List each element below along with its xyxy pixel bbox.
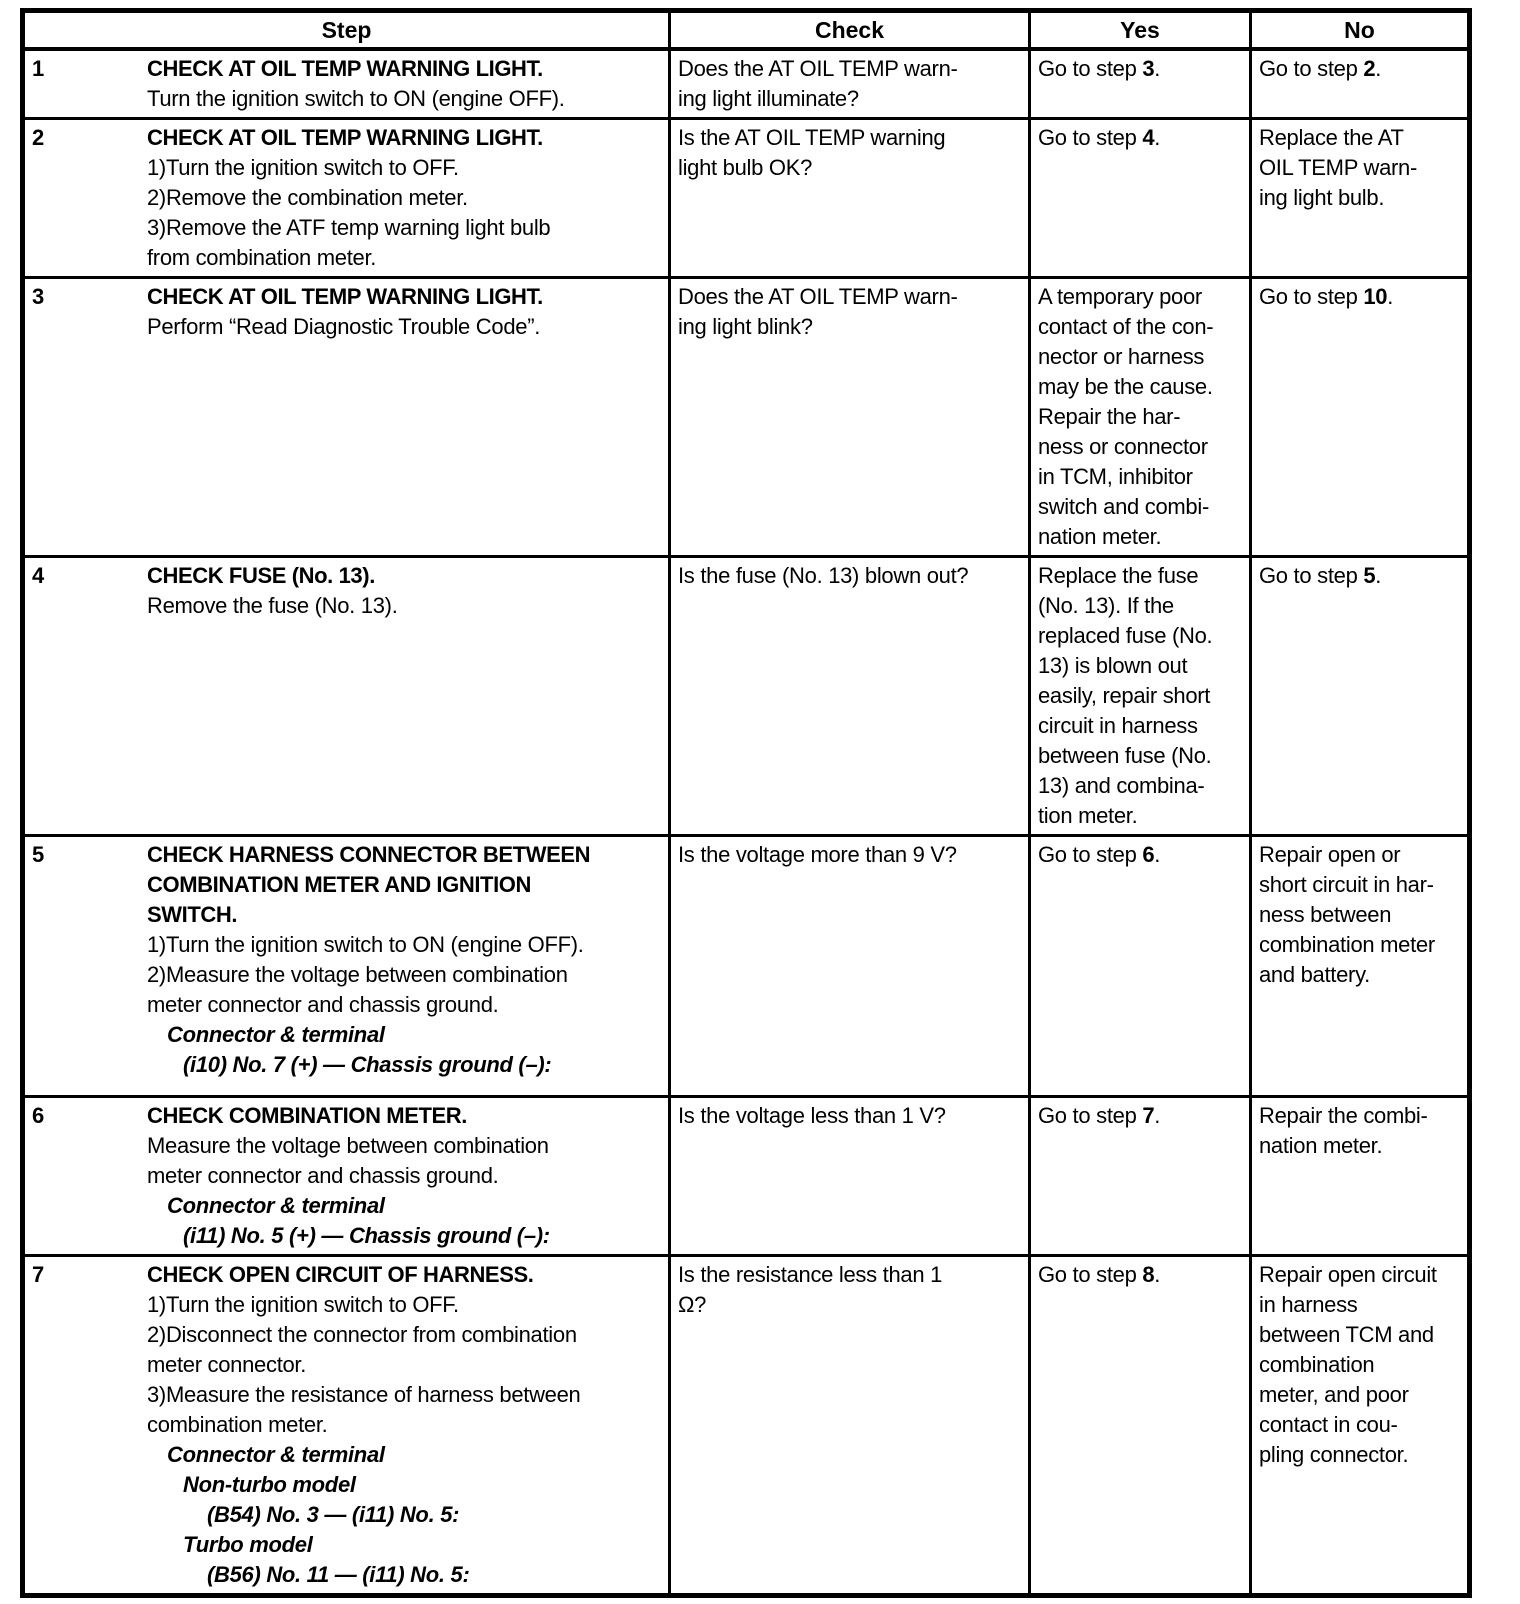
no-line: Go to step 10. — [1259, 284, 1394, 309]
step-line: 1)Turn the ignition switch to OFF. — [147, 1292, 459, 1317]
no-line: pling connector. — [1259, 1442, 1409, 1467]
check-line: Is the voltage more than 9 V? — [678, 842, 957, 867]
no-line: ness between — [1259, 902, 1392, 927]
check-line: Ω? — [678, 1292, 707, 1317]
no-line: Repair the combi- — [1259, 1103, 1428, 1128]
yes-cell — [1030, 119, 1251, 278]
step-line: 3)Measure the resistance of harness between — [147, 1382, 581, 1407]
table-row — [23, 836, 1470, 1097]
step-line: CHECK AT OIL TEMP WARNING LIGHT. — [147, 125, 543, 150]
check-line: Does the AT OIL TEMP warn- — [678, 55, 958, 81]
yes-cell — [1030, 278, 1251, 557]
col-header-yes: Yes — [1030, 11, 1251, 49]
check-cell — [670, 836, 1030, 1097]
check-line: Does the AT OIL TEMP warn- — [678, 284, 958, 309]
no-line: combination meter — [1259, 932, 1435, 957]
yes-line: Go to step 4. — [1038, 125, 1161, 150]
no-line: and battery. — [1259, 962, 1370, 987]
check-line: light bulb OK? — [678, 155, 812, 180]
check-line: ing light illuminate? — [678, 85, 859, 111]
no-line: in harness — [1259, 1292, 1358, 1317]
no-cell — [1251, 557, 1470, 836]
yes-line: Repair the har- — [1038, 404, 1181, 429]
check-line: Is the voltage less than 1 V? — [678, 1103, 946, 1128]
step-number: 5 — [32, 842, 44, 867]
table-row — [23, 278, 1470, 557]
step-line: Connector & terminal — [167, 1193, 385, 1218]
no-cell — [1251, 1256, 1470, 1596]
step-number: 3 — [32, 284, 44, 309]
check-cell — [670, 557, 1030, 836]
yes-line: nation meter. — [1038, 524, 1162, 549]
step-number: 1 — [32, 55, 44, 81]
no-line: between TCM and — [1259, 1322, 1434, 1347]
step-line: CHECK FUSE (No. 13). — [147, 563, 375, 588]
step-line: CHECK COMBINATION METER. — [147, 1103, 467, 1128]
check-line: Is the resistance less than 1 — [678, 1262, 943, 1287]
step-cell — [23, 1256, 670, 1596]
check-cell — [670, 1097, 1030, 1256]
yes-line: (No. 13). If the — [1038, 593, 1174, 618]
no-line: Repair open circuit — [1259, 1262, 1437, 1287]
step-line: Connector & terminal — [167, 1442, 385, 1467]
no-cell — [1251, 119, 1470, 278]
step-number: 2 — [32, 125, 44, 150]
table-row — [23, 1256, 1470, 1596]
yes-line: Replace the fuse — [1038, 563, 1199, 588]
step-line: Connector & terminal — [167, 1022, 385, 1047]
step-cell — [23, 119, 670, 278]
yes-line: replaced fuse (No. — [1038, 623, 1213, 648]
check-line: Is the AT OIL TEMP warning — [678, 125, 946, 150]
no-line: meter, and poor — [1259, 1382, 1409, 1407]
check-line: ing light blink? — [678, 314, 813, 339]
step-line: 3)Remove the ATF temp warning light bulb — [147, 215, 551, 240]
table-body — [23, 49, 1470, 1596]
no-line: contact in cou- — [1259, 1412, 1398, 1437]
yes-line: A temporary poor — [1038, 284, 1202, 309]
step-line: combination meter. — [147, 1412, 328, 1437]
yes-line: Go to step 7. — [1038, 1103, 1161, 1128]
step-line: Perform “Read Diagnostic Trouble Code”. — [147, 314, 541, 339]
yes-line: in TCM, inhibitor — [1038, 464, 1193, 489]
yes-cell — [1030, 557, 1251, 836]
check-cell — [670, 278, 1030, 557]
yes-line: nector or harness — [1038, 344, 1205, 369]
step-line: COMBINATION METER AND IGNITION — [147, 872, 531, 897]
check-line: Is the fuse (No. 13) blown out? — [678, 563, 969, 588]
step-line: CHECK AT OIL TEMP WARNING LIGHT. — [147, 284, 543, 309]
header-row — [23, 11, 1470, 49]
step-line: from combination meter. — [147, 245, 377, 270]
step-line: Measure the voltage between combination — [147, 1133, 549, 1158]
step-number: 6 — [32, 1103, 44, 1128]
yes-cell — [1030, 836, 1251, 1097]
step-line: Turbo model — [183, 1532, 313, 1557]
table-header — [23, 11, 1470, 49]
no-line: combination — [1259, 1352, 1375, 1377]
no-line: Go to step 5. — [1259, 563, 1382, 588]
table-row — [23, 1097, 1470, 1256]
step-line: Non-turbo model — [183, 1472, 356, 1497]
step-number: 4 — [32, 563, 44, 588]
yes-line: ness or connector — [1038, 434, 1208, 459]
no-cell — [1251, 278, 1470, 557]
check-cell — [670, 1256, 1030, 1596]
no-line: Replace the AT — [1259, 125, 1404, 150]
step-cell — [23, 49, 670, 119]
table-row — [23, 557, 1470, 836]
table-row — [23, 119, 1470, 278]
no-line: Repair open or — [1259, 842, 1401, 867]
check-cell — [670, 49, 1030, 119]
col-header-step: Step — [23, 11, 670, 49]
step-line: (i10) No. 7 (+) — Chassis ground (–): — [183, 1052, 552, 1077]
step-line: meter connector and chassis ground. — [147, 1163, 499, 1188]
step-line: 2)Disconnect the connector from combination — [147, 1322, 577, 1347]
step-line: (B56) No. 11 — (i11) No. 5: — [207, 1562, 470, 1587]
no-line: nation meter. — [1259, 1133, 1383, 1158]
yes-line: contact of the con- — [1038, 314, 1214, 339]
step-line: 2)Measure the voltage between combination — [147, 962, 568, 987]
step-line: meter connector and chassis ground. — [147, 992, 499, 1017]
step-line: 1)Turn the ignition switch to OFF. — [147, 155, 459, 180]
yes-line: 13) is blown out — [1038, 653, 1188, 678]
no-cell — [1251, 49, 1470, 119]
step-cell — [23, 1097, 670, 1256]
step-line: Turn the ignition switch to ON (engine OFF). — [147, 85, 565, 111]
step-line: (i11) No. 5 (+) — Chassis ground (–): — [183, 1223, 550, 1248]
step-line: CHECK OPEN CIRCUIT OF HARNESS. — [147, 1262, 534, 1287]
step-line: Remove the fuse (No. 13). — [147, 593, 398, 618]
yes-line: tion meter. — [1038, 803, 1138, 828]
yes-cell — [1030, 1256, 1251, 1596]
yes-line: circuit in harness — [1038, 713, 1198, 738]
no-cell — [1251, 836, 1470, 1097]
no-line: OIL TEMP warn- — [1259, 155, 1417, 180]
no-line: short circuit in har- — [1259, 872, 1434, 897]
yes-line: Go to step 3. — [1038, 55, 1161, 81]
table-row — [23, 49, 1470, 119]
step-cell — [23, 278, 670, 557]
yes-line: 13) and combina- — [1038, 773, 1205, 798]
no-line: ing light bulb. — [1259, 185, 1385, 210]
troubleshooting-table — [20, 8, 1472, 1598]
step-line: 1)Turn the ignition switch to ON (engine OFF). — [147, 932, 584, 957]
yes-line: switch and combi- — [1038, 494, 1209, 519]
step-line: meter connector. — [147, 1352, 307, 1377]
step-cell — [23, 836, 670, 1097]
col-header-no: No — [1251, 11, 1470, 49]
step-line: (B54) No. 3 — (i11) No. 5: — [207, 1502, 460, 1527]
step-line: 2)Remove the combination meter. — [147, 185, 468, 210]
col-header-check: Check — [670, 11, 1030, 49]
check-cell — [670, 119, 1030, 278]
no-line: Go to step 2. — [1259, 55, 1382, 81]
yes-line: Go to step 8. — [1038, 1262, 1161, 1287]
yes-line: between fuse (No. — [1038, 743, 1212, 768]
step-line: SWITCH. — [147, 902, 238, 927]
step-line: CHECK AT OIL TEMP WARNING LIGHT. — [147, 55, 543, 81]
yes-line: may be the cause. — [1038, 374, 1213, 399]
yes-cell — [1030, 49, 1251, 119]
yes-line: easily, repair short — [1038, 683, 1211, 708]
yes-line: Go to step 6. — [1038, 842, 1161, 867]
no-cell — [1251, 1097, 1470, 1256]
step-number: 7 — [32, 1262, 44, 1287]
yes-cell — [1030, 1097, 1251, 1256]
step-cell — [23, 557, 670, 836]
step-line: CHECK HARNESS CONNECTOR BETWEEN — [147, 842, 591, 867]
